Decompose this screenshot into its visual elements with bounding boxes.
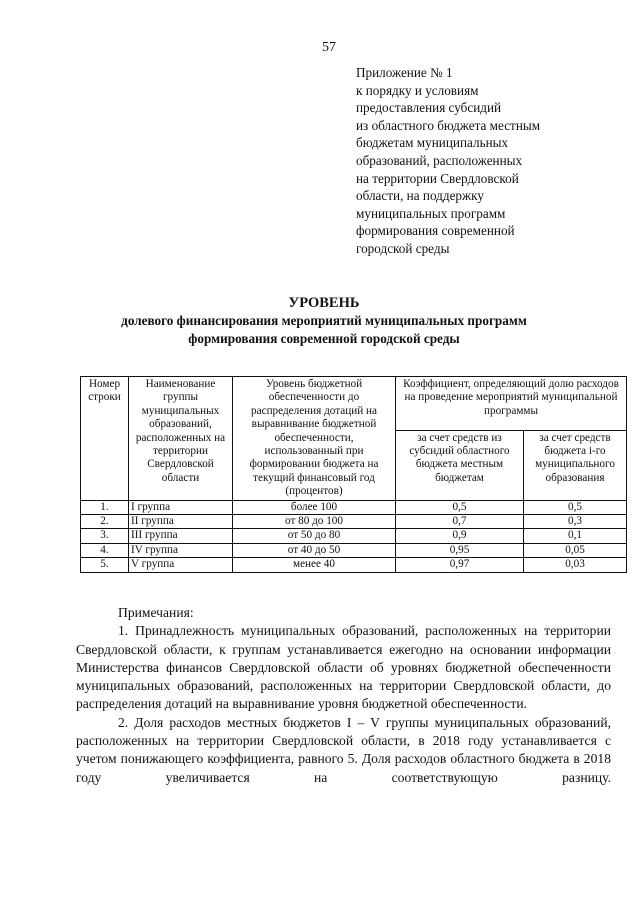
cell-level: от 80 до 100 xyxy=(233,515,396,529)
page-number: 57 xyxy=(322,40,336,55)
table-row xyxy=(81,529,627,543)
cell-group: V группа xyxy=(129,558,233,572)
appendix-line: к порядку и условиям xyxy=(356,82,479,98)
header-coef-local: за счет средств бюджета i-го муниципального образования xyxy=(524,430,627,500)
cell-regional: 0,95 xyxy=(396,543,524,557)
appendix-line: бюджетам муниципальных xyxy=(356,135,509,151)
cell-local: 0,05 xyxy=(524,543,627,557)
cell-group: III группа xyxy=(129,529,233,543)
cell-level: от 50 до 80 xyxy=(233,529,396,543)
table-row xyxy=(81,500,627,514)
cell-number: 1. xyxy=(81,500,129,514)
cell-level: более 100 xyxy=(233,500,396,514)
table-row xyxy=(81,543,627,557)
note-2: 2. Доля расходов местных бюджетов I – V группы муниципальных образований, расположенных на территории Свердловской области, в 2018 году устанавливается с учетом понижающего коэффициента, равного 5. Доля расходов областного бюджета в 2018 году увеличивается на соответствующую разницу. xyxy=(76,714,611,785)
cell-regional: 0,9 xyxy=(396,529,524,543)
cell-local: 0,03 xyxy=(524,558,627,572)
appendix-line: предоставления субсидий xyxy=(356,100,502,116)
document-title xyxy=(40,294,608,347)
appendix-line: формирования современной xyxy=(356,223,515,239)
appendix-line: области, на поддержку xyxy=(356,188,484,204)
cell-group: IV группа xyxy=(129,543,233,557)
header-coef-regional: за счет средств из субсидий областного бюджета местным бюджетам xyxy=(396,430,524,500)
cell-regional: 0,5 xyxy=(396,500,524,514)
appendix-line: образований, расположенных xyxy=(356,152,523,168)
cell-number: 5. xyxy=(81,558,129,572)
header-coefficient: Коэффициент, определяющий долю расходов на проведение мероприятий муниципальной программы xyxy=(396,377,627,431)
table-row xyxy=(81,558,627,572)
appendix-line: городской среды xyxy=(356,240,450,256)
cell-level: менее 40 xyxy=(233,558,396,572)
appendix-line: из областного бюджета местным xyxy=(356,117,541,133)
cell-number: 3. xyxy=(81,529,129,543)
cell-regional: 0,97 xyxy=(396,558,524,572)
header-number: Номер строки xyxy=(81,377,129,501)
cell-group: I группа xyxy=(129,500,233,514)
header-group: Наименование группы муниципальных образований, расположенных на территории Свердловской области xyxy=(129,377,233,501)
table-header-row xyxy=(81,377,627,431)
cell-number: 4. xyxy=(81,543,129,557)
notes-heading: Примечания: xyxy=(118,605,194,620)
header-level: Уровень бюджетной обеспеченности до распределения дотаций на выравнивание бюджетной обеспеченности, использованный при формировании бюджета на текущий финансовый год (процентов) xyxy=(233,377,396,501)
title-line-2: долевого финансирования мероприятий муниципальных программ xyxy=(121,313,527,328)
note-1: 1. Принадлежность муниципальных образований, расположенных на территории Свердловской области, к группам устанавливается ежегодно на основании информации Министерства финансов Свердловской области об уровнях бюджетной обеспеченности муниципальных образований, расположенных на территории Свердловской области, до распределения дотаций на выравнивание уровня бюджетной обеспеченности. xyxy=(76,623,611,712)
cell-group: II группа xyxy=(129,515,233,529)
appendix-line: муниципальных программ xyxy=(356,205,506,221)
financing-levels-table xyxy=(80,376,627,573)
cell-regional: 0,7 xyxy=(396,515,524,529)
title-line-1: УРОВЕНЬ xyxy=(288,295,360,311)
table-row xyxy=(81,515,627,529)
appendix-line: Приложение № 1 xyxy=(356,65,453,80)
appendix-header xyxy=(356,64,606,258)
notes-section xyxy=(76,604,611,787)
cell-level: от 40 до 50 xyxy=(233,543,396,557)
cell-local: 0,3 xyxy=(524,515,627,529)
appendix-line: на территории Свердловской xyxy=(356,170,519,186)
title-line-3: формирования современной городской среды xyxy=(188,330,460,346)
cell-local: 0,5 xyxy=(524,500,627,514)
cell-number: 2. xyxy=(81,515,129,529)
cell-local: 0,1 xyxy=(524,529,627,543)
